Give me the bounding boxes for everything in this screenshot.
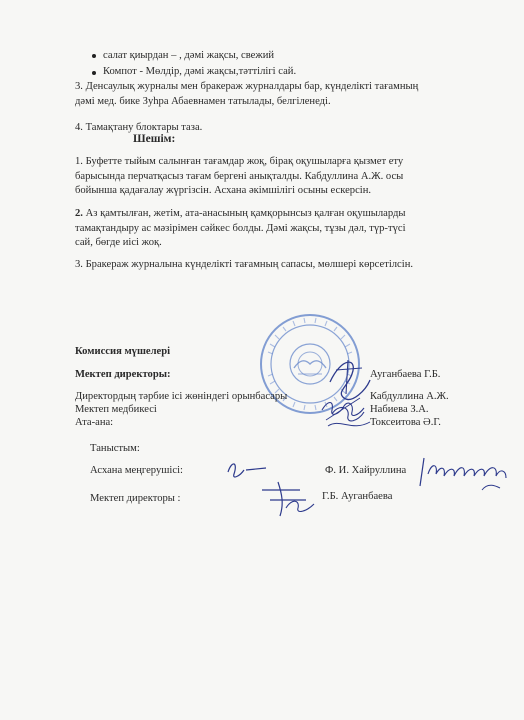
- decision-1-line: 1. Буфетте тыйым салынған тағамдар жоқ, бірақ оқушыларға қызмет ету: [75, 156, 404, 167]
- member-role: Ата-ана:: [75, 417, 114, 428]
- handwritten-signature: [416, 452, 512, 492]
- handwritten-signature: [318, 392, 368, 424]
- decision-3-line: 3. Бракераж журналына күнделікті тағамның сапасы, мөлшері көрсетілсін.: [75, 259, 414, 270]
- handwritten-signature: [256, 478, 320, 518]
- item-3-line: дәмі мед. бике Зуһра Абаевнамен татылады, белгіленеді.: [75, 96, 331, 107]
- bullet-item: салат қиырдан – , дәмі жақсы, свежий: [103, 50, 275, 61]
- decision-2-line: сай, бөгде иісі жоқ.: [75, 237, 162, 248]
- decision-title: Шешім:: [133, 133, 176, 145]
- member-name: Кабдуллина А.Ж.: [370, 391, 449, 402]
- canteen-head-label: Асхана меңгерушісі:: [90, 465, 183, 476]
- item-3-line: 3. Денсаулық журналы мен бракераж журналдары бар, күнделікті тағамның: [75, 81, 419, 92]
- bullet-marker: [92, 71, 96, 75]
- director-name: Г.Б. Ауганбаева: [322, 491, 393, 502]
- member-name: Токсеитова Ә.Г.: [370, 417, 441, 428]
- member-name: Ауганбаева Г.Б.: [370, 369, 441, 380]
- decision-1-line: барысында перчатқасыз тағам бергені анықталды. Кабдуллина А.Ж. осы: [75, 171, 404, 182]
- canteen-head-name: Ф. И. Хайруллина: [325, 465, 407, 476]
- member-role: Директордың тәрбие ісі жөніндегі орынбасары: [75, 391, 288, 402]
- decision-2-number: 2.: [75, 208, 83, 219]
- item-4: 4. Тамақтану блоктары таза.: [75, 122, 203, 133]
- acquainted-title: Таныстым:: [90, 443, 140, 454]
- member-role: Мектеп директоры:: [75, 369, 171, 380]
- decision-1-line: бойынша қадағалау жүргізсін. Асхана әкімшілігі осыны ескерсін.: [75, 185, 372, 196]
- decision-2-line: тамақтандыру ас мәзірімен сәйкес болды. Дәмі жақсы, тұзы дәл, түр-түсі: [75, 223, 406, 234]
- member-name: Набиева З.А.: [370, 404, 429, 415]
- member-role: Мектеп медбикесі: [75, 404, 157, 415]
- decision-2-line: [75, 207, 406, 220]
- decision-2-text: Аз қамтылған, жетім, ата-анасының қамқорынсыз қалған оқушыларды: [82, 208, 406, 219]
- bullet-marker: [92, 54, 96, 58]
- bullet-item: Компот - Мөлдір, дәмі жақсы,тәттілігі сай.: [103, 66, 297, 77]
- commission-title: Комиссия мүшелері: [75, 346, 171, 357]
- director-label: Мектеп директоры :: [90, 493, 181, 504]
